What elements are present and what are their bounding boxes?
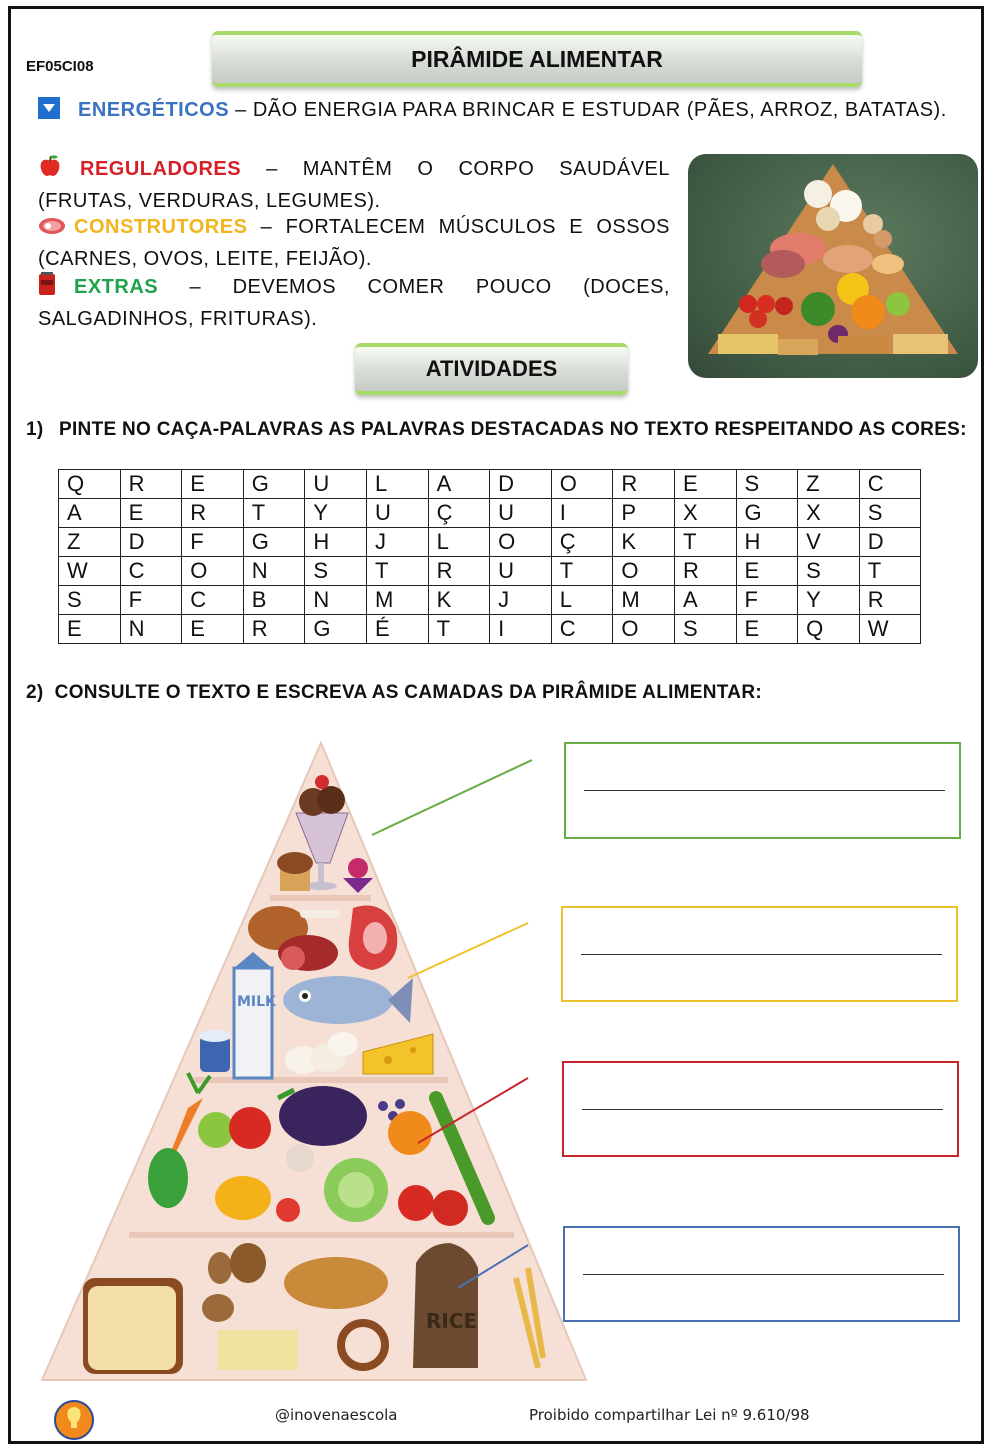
word-search-cell[interactable]: F bbox=[182, 528, 244, 557]
word-search-cell[interactable]: V bbox=[798, 528, 860, 557]
word-search-cell[interactable]: T bbox=[428, 615, 490, 644]
word-search-cell[interactable]: G bbox=[305, 615, 367, 644]
word-search-cell[interactable]: R bbox=[182, 499, 244, 528]
word-search-cell[interactable]: R bbox=[859, 586, 921, 615]
word-search-cell[interactable]: H bbox=[305, 528, 367, 557]
question-text: PINTE NO CAÇA-PALAVRAS AS PALAVRAS DESTACADAS NO TEXTO RESPEITANDO AS CORES: bbox=[59, 419, 967, 440]
word-search-cell[interactable]: C bbox=[551, 615, 613, 644]
word-search-cell[interactable]: S bbox=[674, 615, 736, 644]
word-search-cell[interactable]: Ç bbox=[428, 499, 490, 528]
group-extras bbox=[38, 272, 670, 334]
word-search-cell[interactable]: E bbox=[59, 615, 121, 644]
word-search-cell[interactable]: J bbox=[490, 586, 552, 615]
word-search-row bbox=[59, 615, 921, 644]
word-search-cell[interactable]: G bbox=[243, 470, 305, 499]
word-search-cell[interactable]: T bbox=[859, 557, 921, 586]
word-search-cell[interactable]: D bbox=[859, 528, 921, 557]
word-search-cell[interactable]: C bbox=[859, 470, 921, 499]
word-search-cell[interactable]: U bbox=[490, 499, 552, 528]
word-search-cell[interactable]: S bbox=[859, 499, 921, 528]
word-search-cell[interactable]: T bbox=[674, 528, 736, 557]
word-search-cell[interactable]: S bbox=[736, 470, 798, 499]
word-search-cell[interactable]: I bbox=[490, 615, 552, 644]
word-search-cell[interactable]: R bbox=[428, 557, 490, 586]
word-search-cell[interactable]: W bbox=[59, 557, 121, 586]
word-search-cell[interactable]: X bbox=[674, 499, 736, 528]
rice-label: RICE bbox=[426, 1309, 478, 1333]
page-title: PIRÂMIDE ALIMENTAR bbox=[212, 31, 862, 87]
food-pyramid-photo bbox=[688, 154, 978, 378]
word-search-cell[interactable]: N bbox=[243, 557, 305, 586]
word-search-row bbox=[59, 499, 921, 528]
word-search-cell[interactable]: F bbox=[736, 586, 798, 615]
word-search-cell[interactable]: F bbox=[120, 586, 182, 615]
word-search-cell[interactable]: Y bbox=[798, 586, 860, 615]
red-apple-icon bbox=[38, 154, 62, 187]
word-search-cell[interactable]: C bbox=[182, 586, 244, 615]
answer-line bbox=[583, 1274, 944, 1275]
group-energeticos bbox=[38, 96, 972, 128]
word-search-cell[interactable]: R bbox=[243, 615, 305, 644]
question-text: CONSULTE O TEXTO E ESCREVA AS CAMADAS DA PIRÂMIDE ALIMENTAR: bbox=[54, 682, 762, 703]
word-search-cell[interactable]: H bbox=[736, 528, 798, 557]
word-search-cell[interactable]: K bbox=[428, 586, 490, 615]
word-search-cell[interactable]: R bbox=[613, 470, 675, 499]
word-search-cell[interactable]: N bbox=[305, 586, 367, 615]
word-search-cell[interactable]: L bbox=[428, 528, 490, 557]
answer-line bbox=[581, 954, 942, 955]
word-search-cell[interactable]: N bbox=[120, 615, 182, 644]
word-search-cell[interactable]: G bbox=[736, 499, 798, 528]
group-reguladores bbox=[38, 154, 670, 216]
word-search-row bbox=[59, 586, 921, 615]
word-search-cell[interactable]: U bbox=[490, 557, 552, 586]
word-search-cell[interactable]: D bbox=[120, 528, 182, 557]
blue-down-arrow-icon bbox=[38, 97, 60, 128]
word-search-cell[interactable]: O bbox=[490, 528, 552, 557]
answer-box-3[interactable] bbox=[562, 1061, 959, 1157]
word-search-cell[interactable]: T bbox=[366, 557, 428, 586]
word-search-cell[interactable]: Y bbox=[305, 499, 367, 528]
milk-label: MILK bbox=[237, 994, 276, 1010]
word-search-cell[interactable]: X bbox=[798, 499, 860, 528]
word-search-cell[interactable]: L bbox=[366, 470, 428, 499]
word-search-row bbox=[59, 557, 921, 586]
keyword-extras: EXTRAS bbox=[74, 276, 159, 298]
word-search-cell[interactable]: M bbox=[613, 586, 675, 615]
word-search-cell[interactable]: I bbox=[551, 499, 613, 528]
word-search-cell[interactable]: E bbox=[736, 615, 798, 644]
soda-can-icon bbox=[38, 272, 56, 305]
word-search-row bbox=[59, 470, 921, 499]
brand-logo bbox=[52, 1400, 96, 1445]
word-search-cell[interactable]: A bbox=[428, 470, 490, 499]
word-search-cell[interactable]: E bbox=[120, 499, 182, 528]
keyword-construtores: CONSTRUTORES bbox=[74, 216, 248, 238]
word-search-cell[interactable]: S bbox=[305, 557, 367, 586]
word-search-cell[interactable]: Z bbox=[798, 470, 860, 499]
word-search-cell[interactable]: L bbox=[551, 586, 613, 615]
answer-line bbox=[584, 790, 945, 791]
word-search-cell[interactable]: W bbox=[859, 615, 921, 644]
word-search-cell[interactable]: Ç bbox=[551, 528, 613, 557]
word-search-cell[interactable]: G bbox=[243, 528, 305, 557]
footer-notice: Proibido compartilhar Lei nº 9.610/98 bbox=[529, 1406, 810, 1424]
answer-box-1[interactable] bbox=[564, 742, 961, 839]
question-2 bbox=[26, 682, 762, 704]
answer-box-4[interactable] bbox=[563, 1226, 960, 1322]
group-text: – MANTÊM O CORPO SAUDÁVEL (FRUTAS, VERDURAS, LEGUMES). bbox=[38, 158, 670, 212]
word-search-cell[interactable]: O bbox=[613, 615, 675, 644]
word-search-cell[interactable]: E bbox=[182, 615, 244, 644]
activities-title: ATIVIDADES bbox=[355, 343, 628, 395]
word-search-grid bbox=[58, 469, 921, 644]
word-search-cell[interactable]: R bbox=[120, 470, 182, 499]
word-search-cell[interactable]: É bbox=[366, 615, 428, 644]
word-search-cell[interactable]: U bbox=[366, 499, 428, 528]
group-construtores bbox=[38, 213, 670, 274]
word-search-cell[interactable]: S bbox=[59, 586, 121, 615]
group-text: – DÃO ENERGIA PARA BRINCAR E ESTUDAR (PÃES, ARROZ, BATATAS). bbox=[229, 99, 947, 121]
word-search-cell[interactable]: O bbox=[182, 557, 244, 586]
word-search-cell[interactable]: O bbox=[551, 470, 613, 499]
word-search-cell[interactable]: J bbox=[366, 528, 428, 557]
footer-handle: @inovenaescola bbox=[275, 1406, 398, 1424]
keyword-reguladores: REGULADORES bbox=[80, 158, 242, 180]
question-number: 2) bbox=[26, 682, 44, 703]
word-search-cell[interactable]: Q bbox=[798, 615, 860, 644]
word-search-cell[interactable]: K bbox=[613, 528, 675, 557]
question-number: 1) bbox=[26, 419, 44, 440]
word-search-cell[interactable]: O bbox=[613, 557, 675, 586]
word-search-cell[interactable]: A bbox=[59, 499, 121, 528]
word-search-cell[interactable]: P bbox=[613, 499, 675, 528]
word-search-cell[interactable]: R bbox=[674, 557, 736, 586]
answer-box-2[interactable] bbox=[561, 906, 958, 1002]
word-search-cell[interactable]: Q bbox=[59, 470, 121, 499]
word-search-cell[interactable]: E bbox=[674, 470, 736, 499]
word-search-cell[interactable]: Z bbox=[59, 528, 121, 557]
curriculum-code: EF05CI08 bbox=[26, 58, 94, 75]
group-text: – DEVEMOS COMER POUCO (DOCES, SALGADINHOS, FRITURAS). bbox=[38, 276, 670, 330]
word-search-cell[interactable]: E bbox=[182, 470, 244, 499]
word-search-cell[interactable]: E bbox=[736, 557, 798, 586]
word-search-cell[interactable]: T bbox=[243, 499, 305, 528]
word-search-cell[interactable]: A bbox=[674, 586, 736, 615]
word-search-row bbox=[59, 528, 921, 557]
answer-line bbox=[582, 1109, 943, 1110]
word-search-cell[interactable]: S bbox=[798, 557, 860, 586]
word-search-cell[interactable]: M bbox=[366, 586, 428, 615]
word-search-cell[interactable]: U bbox=[305, 470, 367, 499]
connector-lines bbox=[360, 750, 540, 1290]
word-search-cell[interactable]: D bbox=[490, 470, 552, 499]
word-search-cell[interactable]: T bbox=[551, 557, 613, 586]
meat-steak-icon bbox=[38, 216, 66, 245]
group-text: – FORTALECEM MÚSCULOS E OSSOS (CARNES, OVOS, LEITE, FEIJÃO). bbox=[38, 216, 670, 270]
keyword-energeticos: ENERGÉTICOS bbox=[78, 99, 230, 121]
word-search-cell[interactable]: C bbox=[120, 557, 182, 586]
word-search-cell[interactable]: B bbox=[243, 586, 305, 615]
